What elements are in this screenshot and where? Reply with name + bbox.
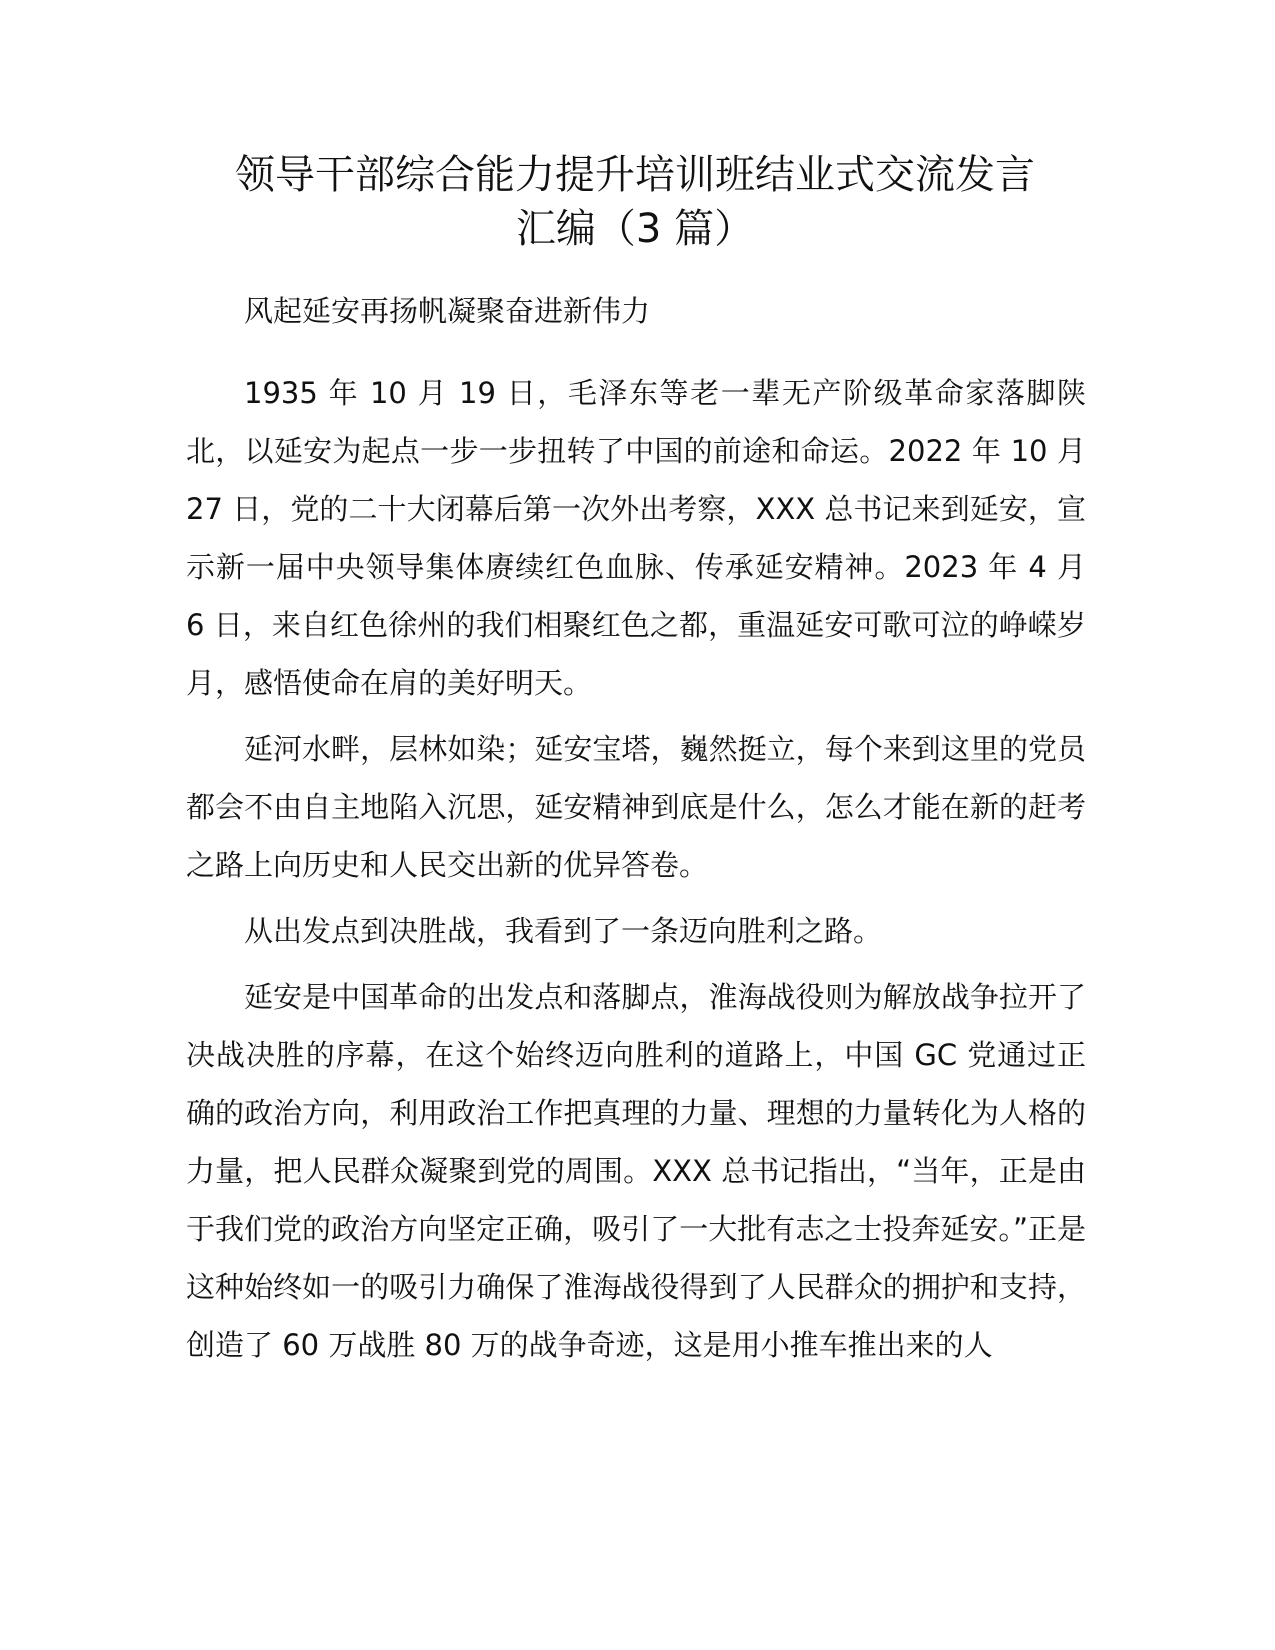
document-title [180, 148, 1090, 256]
article-subtitle: 风起延安再扬帆凝聚奋进新伟力 [244, 294, 651, 328]
paragraph-3: 从出发点到决胜战，我看到了一条迈向胜利之路。 [244, 914, 883, 948]
paragraph-2: 延河水畔，层林如染；延安宝塔，巍然挺立，每个来到这里的党员都会不由自主地陷入沉思，延安精神到底是什么，怎么才能在新的赶考之路上向历史和人民交出新的优异答卷。 [186, 732, 1086, 882]
title-line-2: 汇编（3 篇） [515, 206, 755, 252]
paragraph-1: 1935 年 10 月 19 日，毛泽东等老一辈无产阶级革命家落脚陕北，以延安为起点一步一步扭转了中国的前途和命运。2022 年 10 月 27 日，党的二十大闭幕后第一次外出考察，XXX 总书记来到延安，宣示新一届中央领导集体赓续红色血脉、传承延安精神。2023 年 4 月 6 日，来自红色徐州的我们相聚红色之都，重温延安可歌可泣的峥嵘岁月，感悟使命在肩的美好明天。 [186, 376, 1086, 700]
paragraph-4: 延安是中国革命的出发点和落脚点，淮海战役则为解放战争拉开了决战决胜的序幕，在这个始终迈向胜利的道路上，中国 GC 党通过正确的政治方向，利用政治工作把真理的力量、理想的力量转化为人格的力量，把人民群众凝聚到党的周围。XXX 总书记指出，“当年，正是由于我们党的政治方向坚定正确，吸引了一大批有志之士投奔延安。”正是这种始终如一的吸引力确保了淮海战役得到了人民群众的拥护和支持，创造了 60 万战胜 80 万的战争奇迹，这是用小推车推出来的人 [186, 980, 1086, 1362]
title-line-1: 领导干部综合能力提升培训班结业式交流发言 [235, 152, 1035, 198]
document-body [186, 282, 1086, 1382]
